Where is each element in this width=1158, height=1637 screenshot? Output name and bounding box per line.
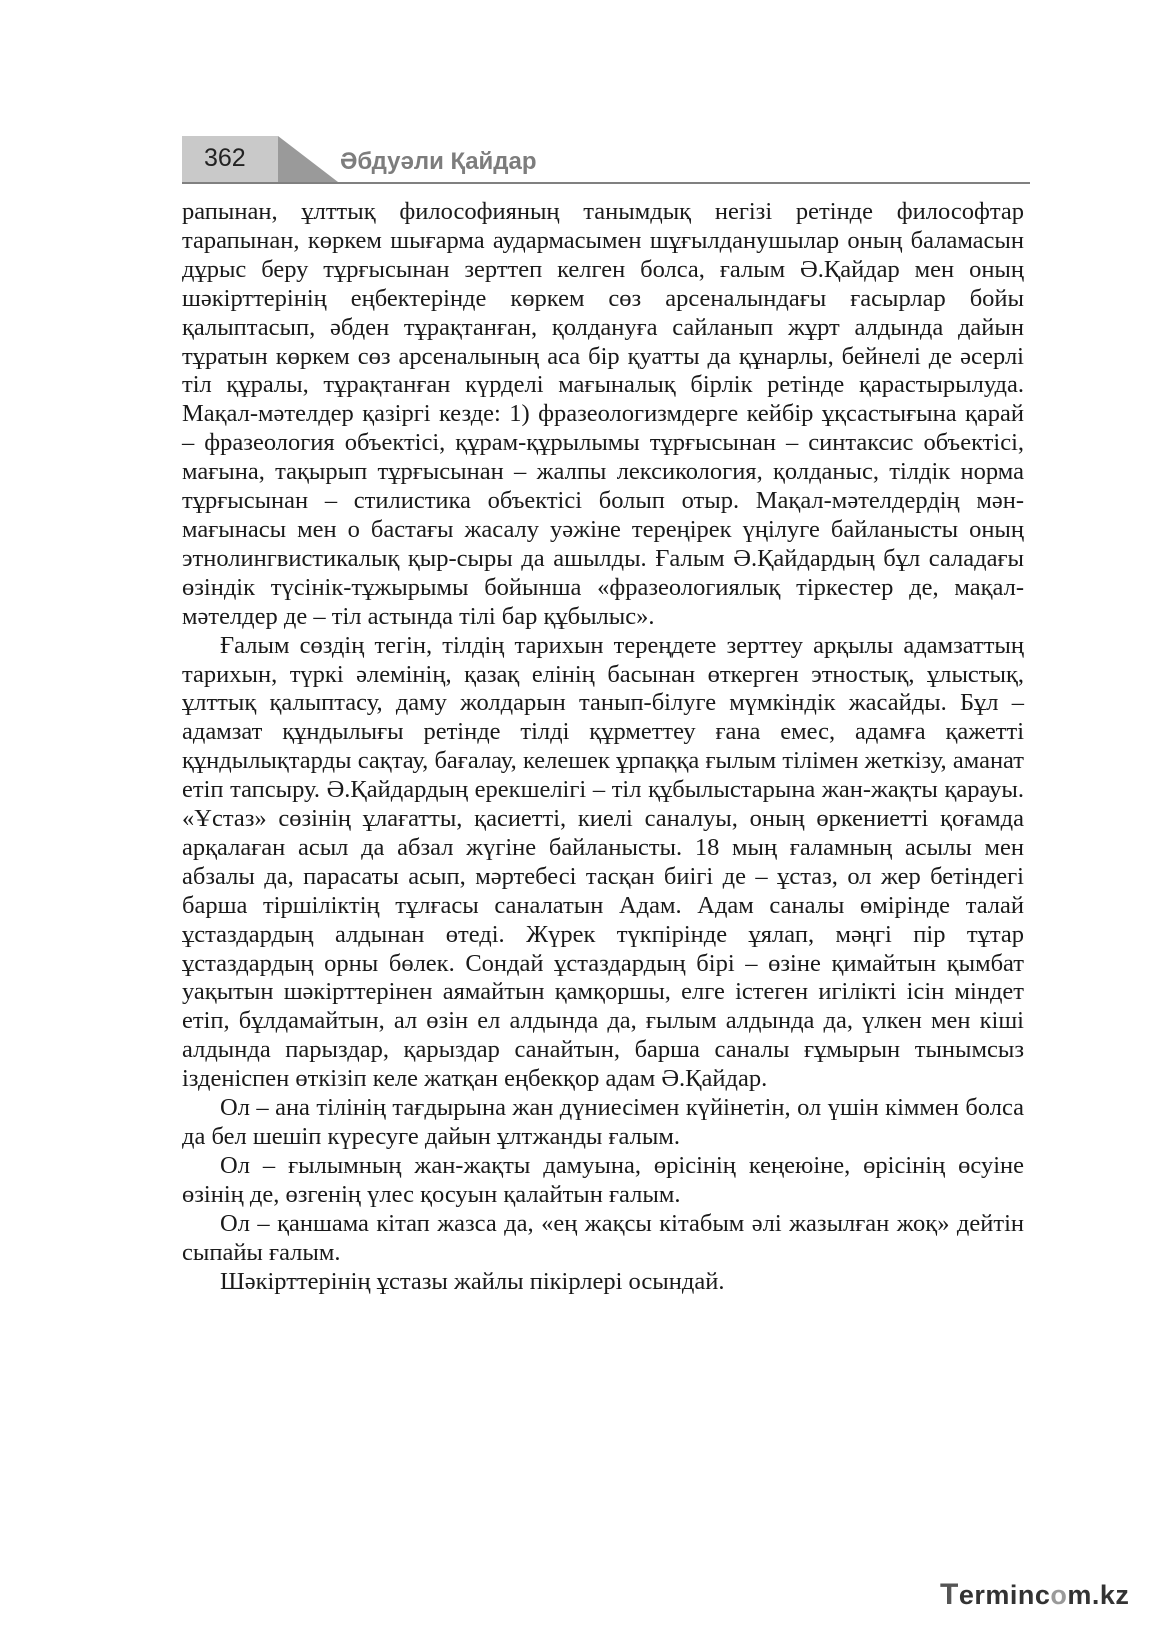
paragraph: Ғалым сөздің тегін, тілдің тарихын тереңдете зерттеу арқылы адамзаттың тарихын, түркі әлемінің, қазақ елінің басынан өткерген этностық, ұлыстық, ұлттық қалыптасу, даму жолдарын танып-білуге мүмкіндік жасайды. Бұл – адамзат құндылығы ретінде тілді құрметтеу ғана емес, адамға қажетті құндылықтарды сақтау, бағалау, келешек ұрпаққа ғылым тілімен жеткізу, аманат етіп тапсыру. Ә.Қайдардың ерекшелігі – тіл құбылыстарына жан-жақты қарауы. «Ұстаз» сөзінің ұлағатты, қасиетті, киелі саналуы, оның өркениетті қоғамда арқалаған асыл да абзал жүгіне байланысты. 18 мың ғаламның асылы мен абзалы да, парасаты асып, мәртебесі тасқан биігі де – ұстаз, ол жер бетіндегі барша тіршіліктің тұлғасы саналатын Адам. Адам саналы өмірінде талай ұстаздардың алдынан өтеді. Жүрек түкпірінде ұялап, мәңгі пір тұтар ұстаздардың орны бөлек. Сондай ұстаздардың бірі – өзіне қимайтын қымбат уақытын шәкірттерінен аямайтын қамқоршы, елге істеген игілікті ісін міндет етіп, бұлдамайтын, ал өзін ел алдында да, ғылым алдында да, үлкен мен кіші алдында парыздар, қарыздар санайтын, барша саналы ғұмырын тынымсыз ізденіспен өткізіп келе жатқан еңбекқор адам Ә.Қайдар. xyxy=(182,631,1024,1093)
page-number: 362 xyxy=(204,144,246,172)
paragraph: Ол – ана тілінің тағдырына жан дүниесімен күйінетін, ол үшін кіммен болса да бел шешіп күресуге дайын ұлтжанды ғалым. xyxy=(182,1094,1024,1150)
watermark-suffix: m.kz xyxy=(1067,1580,1130,1610)
paragraph: рапынан, ұлттық философияның танымдық негізі ретінде философтар тарапынан, көркем шығарма аудармасымен шұғылданушылар оның баламасын дұрыс беру тұрғысынан зерттеп келген болса, ғалым Ә.Қайдар мен оның шәкірттерінің еңбектерінде көркем сөз арсеналындағы ғасырлар бойы қалыптасып, әбден тұрақтанған, қолдануға сайланып жұрт алдында дайын тұратын көркем сөз арсеналының аса бір қуатты да құнарлы, бейнелі де әсерлі тіл құралы, тұрақтанған күрделі мағыналық бірлік ретінде қарастырылуда. Мақал-мәтелдер қазіргі кезде: 1) фразеологизмдерге кейбір ұқсастығына қарай – фразеология объектісі, құрам-құрылымы тұрғысынан – синтаксис объектісі, мағына, тақырып тұрғысынан – жалпы лексикология, қолданыс, тілдік норма тұрғысынан – стилистика объектісі болып отыр. Мақал-мәтелдердің мән-мағынасы мен о бастағы жасалу уәжіне тереңірек үңілуге байланысты оның этнолингвистикалық қыр-сыры да ашылды. Ғалым Ә.Қайдардың бұл саладағы өзіндік түсінік-тұжырымы бойынша «фразеологиялық тіркестер де, мақал-мәтелдер де – тіл астында тілі бар құбылыс». xyxy=(182,198,1024,630)
page-header xyxy=(182,136,1030,186)
paragraph: Ол – ғылымның жан-жақты дамуына, өрісінің кеңеюіне, өрісінің өсуіне өзінің де, өзгенің үлес қосуын қалайтын ғалым. xyxy=(182,1151,1024,1208)
paragraph: Шәкірттерінің ұстазы жайлы пікірлері осындай. xyxy=(220,1267,725,1295)
termincom-watermark xyxy=(940,1578,1129,1612)
watermark-middle: erminc xyxy=(958,1580,1051,1610)
watermark-o: o xyxy=(1050,1580,1068,1610)
page-body xyxy=(182,198,1024,1296)
watermark-prefix: T xyxy=(940,1578,959,1611)
page-number-tab xyxy=(182,136,278,182)
header-tab-slope xyxy=(278,136,338,182)
paragraph: Ол – қаншама кітап жазса да, «ең жақсы кітабым әлі жазылған жоқ» дейтін сыпайы ғалым. xyxy=(182,1209,1024,1266)
header-rule xyxy=(182,182,1030,184)
running-head-author: Әбдуәли Қайдар xyxy=(340,148,537,175)
